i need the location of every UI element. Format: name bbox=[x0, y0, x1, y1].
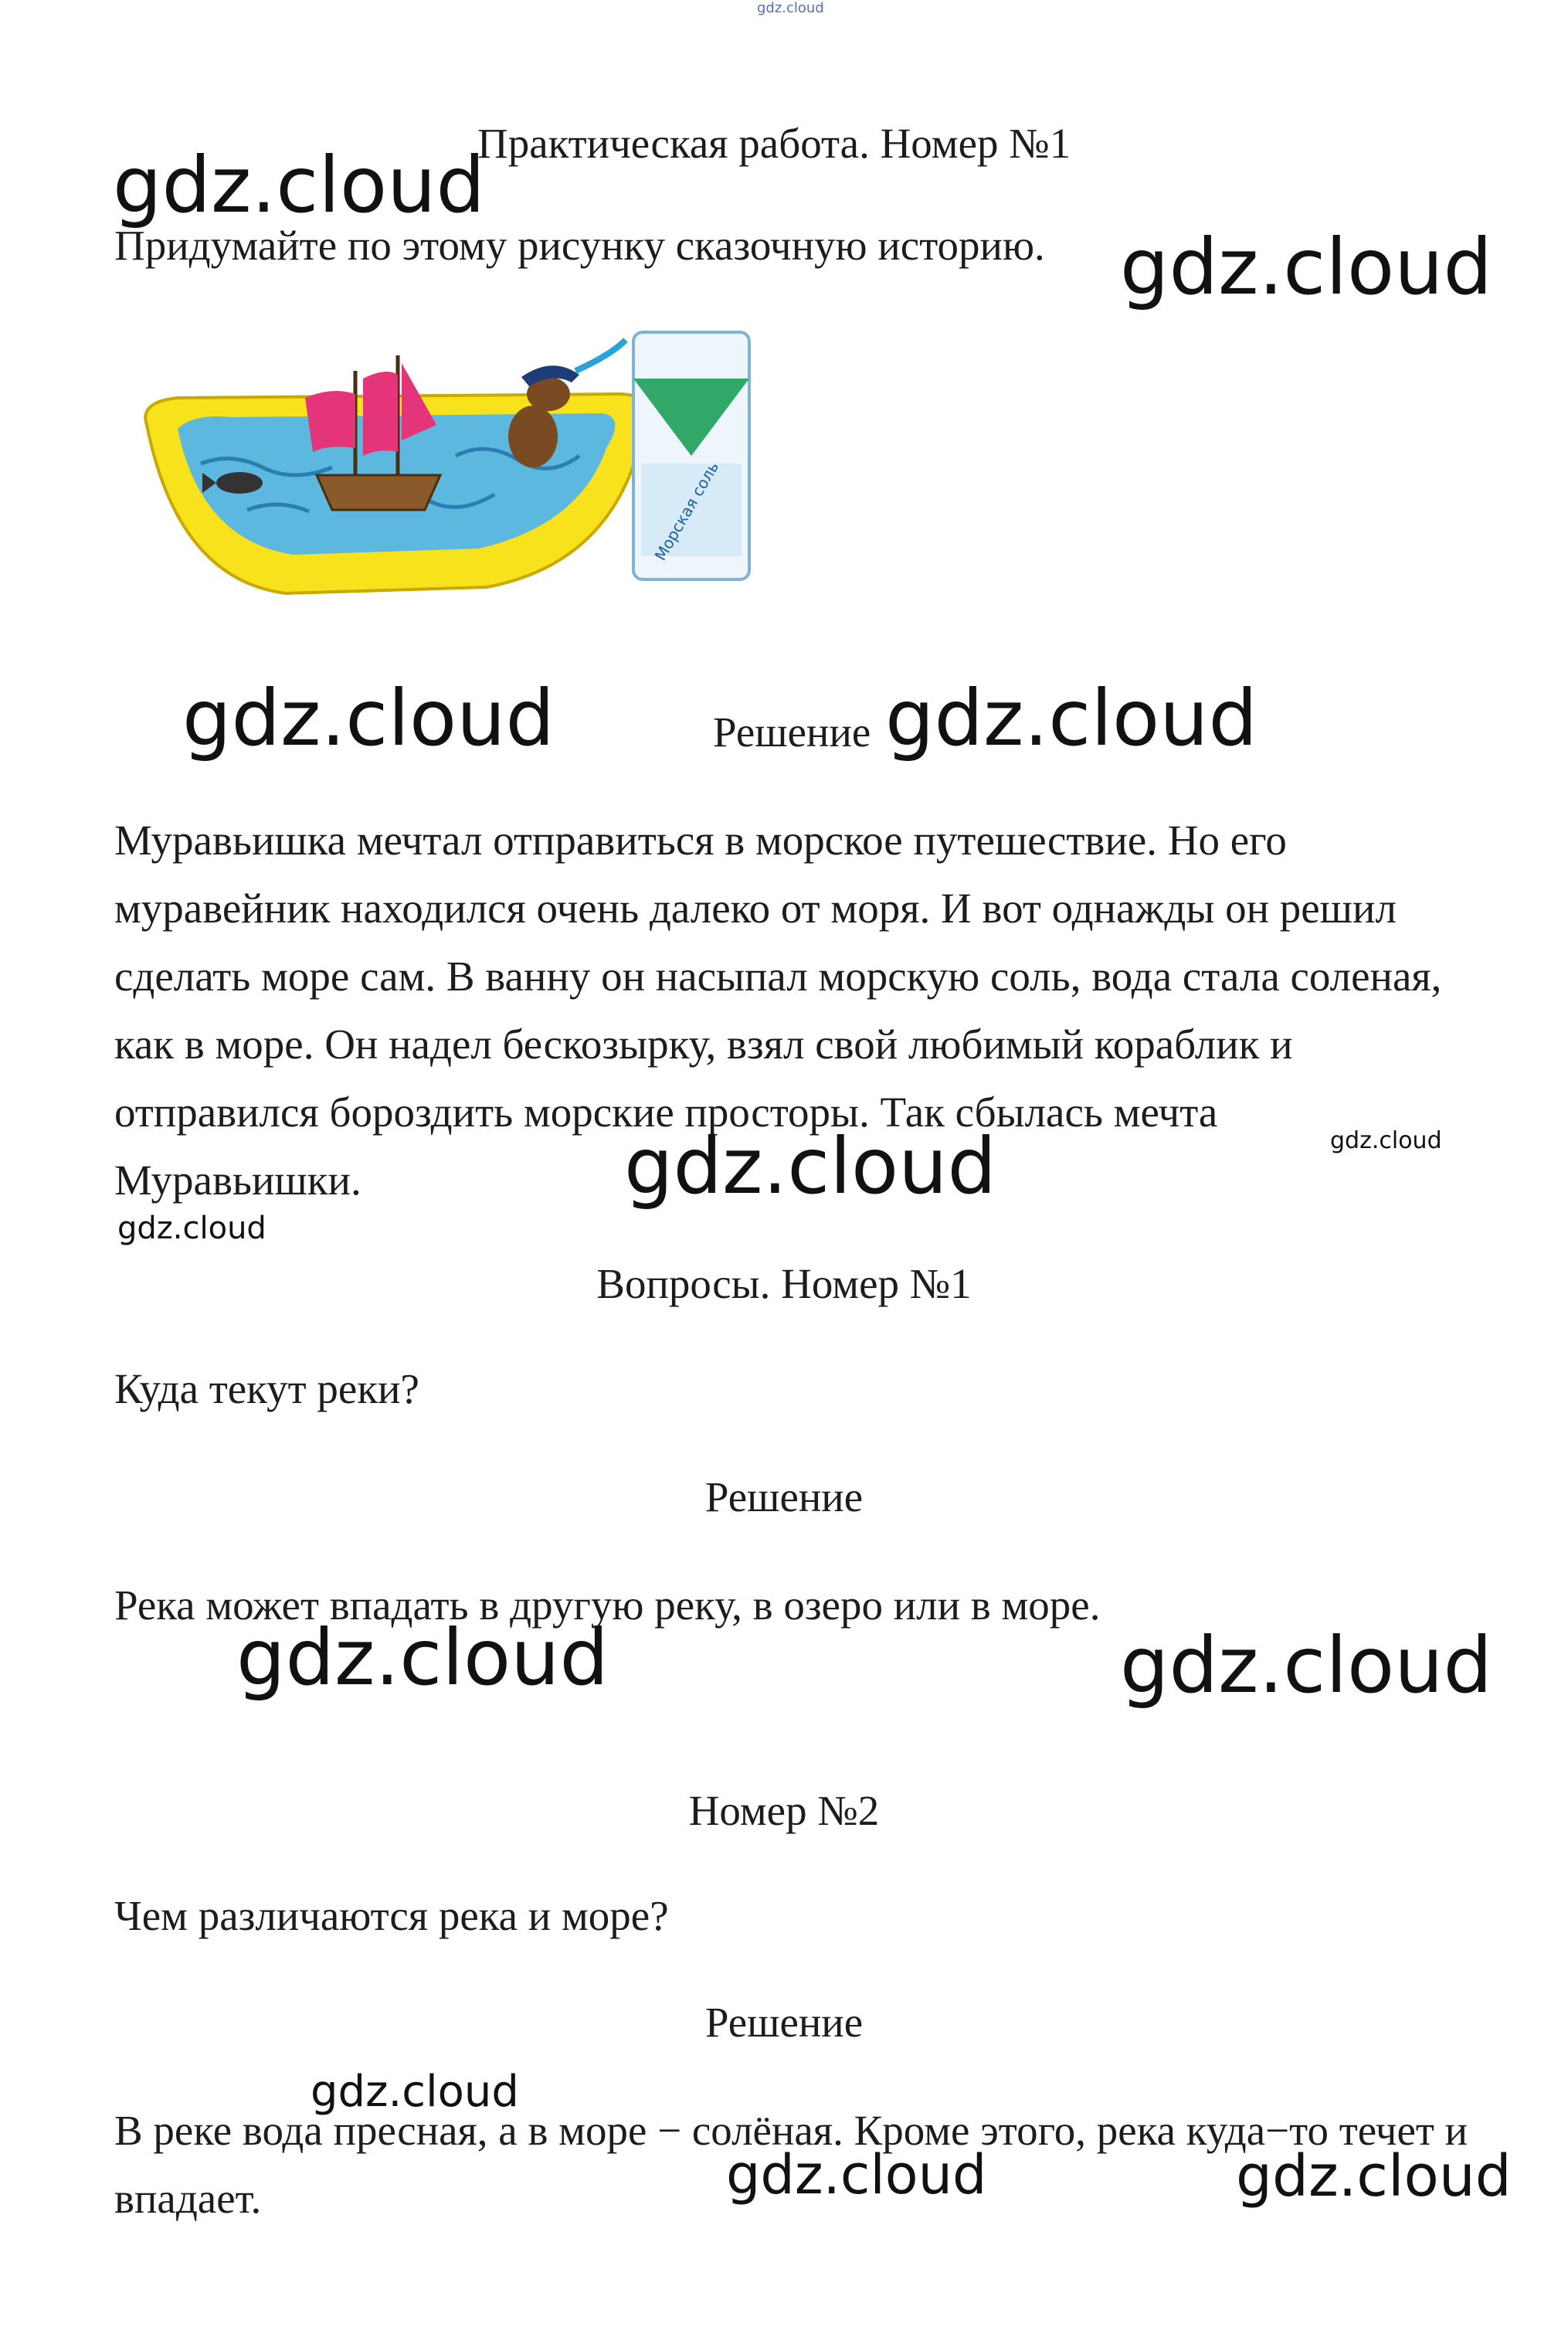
bathtub-ship-illustration bbox=[131, 309, 772, 634]
solution-label: Решение bbox=[704, 1473, 864, 1520]
solution-label: Решение bbox=[713, 708, 871, 756]
watermark: gdz.cloud bbox=[113, 140, 486, 230]
practical-task: Придумайте по этому рисунку сказочную историю. bbox=[114, 222, 1045, 269]
answer-1: Река может впадать в другую реку, в озеро или в море. bbox=[114, 1581, 1101, 1629]
answer-2: В реке вода пресная, а в море − солёная. Кроме этого, река куда−то течет и впадает. bbox=[114, 2107, 1468, 2222]
questions-section-title: Вопросы. Номер №1 bbox=[596, 1260, 972, 1307]
practical-title: Практическая работа. Номер №1 bbox=[477, 120, 1071, 167]
watermark: gdz.cloud bbox=[1236, 2143, 1512, 2210]
question-2: Чем различаются река и море? bbox=[114, 1892, 669, 1939]
watermark: gdz.cloud bbox=[182, 673, 555, 763]
watermark: gdz.cloud bbox=[117, 1211, 266, 1246]
solution-label: Решение bbox=[704, 1999, 864, 2046]
watermark: gdz.cloud bbox=[624, 1121, 997, 1211]
practical-answer: Муравьишка мечтал отправиться в морское путешествие. Но его муравейник находился очень далеко от моря. И вот однажды он решил сделать море сам. В ванну он насыпал морскую соль, вода стала соленая, как в море. Он надел бескозырку, взял свой любимый кораблик и отправился бороздить морские просторы. Так сбылась мечта Муравьишки. bbox=[114, 817, 1442, 1204]
package-label: Морская соль bbox=[650, 458, 723, 564]
watermark: gdz.cloud bbox=[726, 2143, 987, 2206]
watermark: gdz.cloud bbox=[1120, 1620, 1493, 1710]
watermark: gdz.cloud bbox=[1330, 1127, 1442, 1154]
question-1: Куда текут реки? bbox=[114, 1365, 419, 1412]
header-watermark: gdz.cloud bbox=[757, 0, 824, 16]
watermark: gdz.cloud bbox=[1120, 222, 1493, 312]
watermark: gdz.cloud bbox=[311, 2067, 519, 2117]
watermark: gdz.cloud bbox=[885, 673, 1258, 763]
watermark: gdz.cloud bbox=[236, 1612, 609, 1703]
number-2-title: Номер №2 bbox=[688, 1787, 880, 1834]
